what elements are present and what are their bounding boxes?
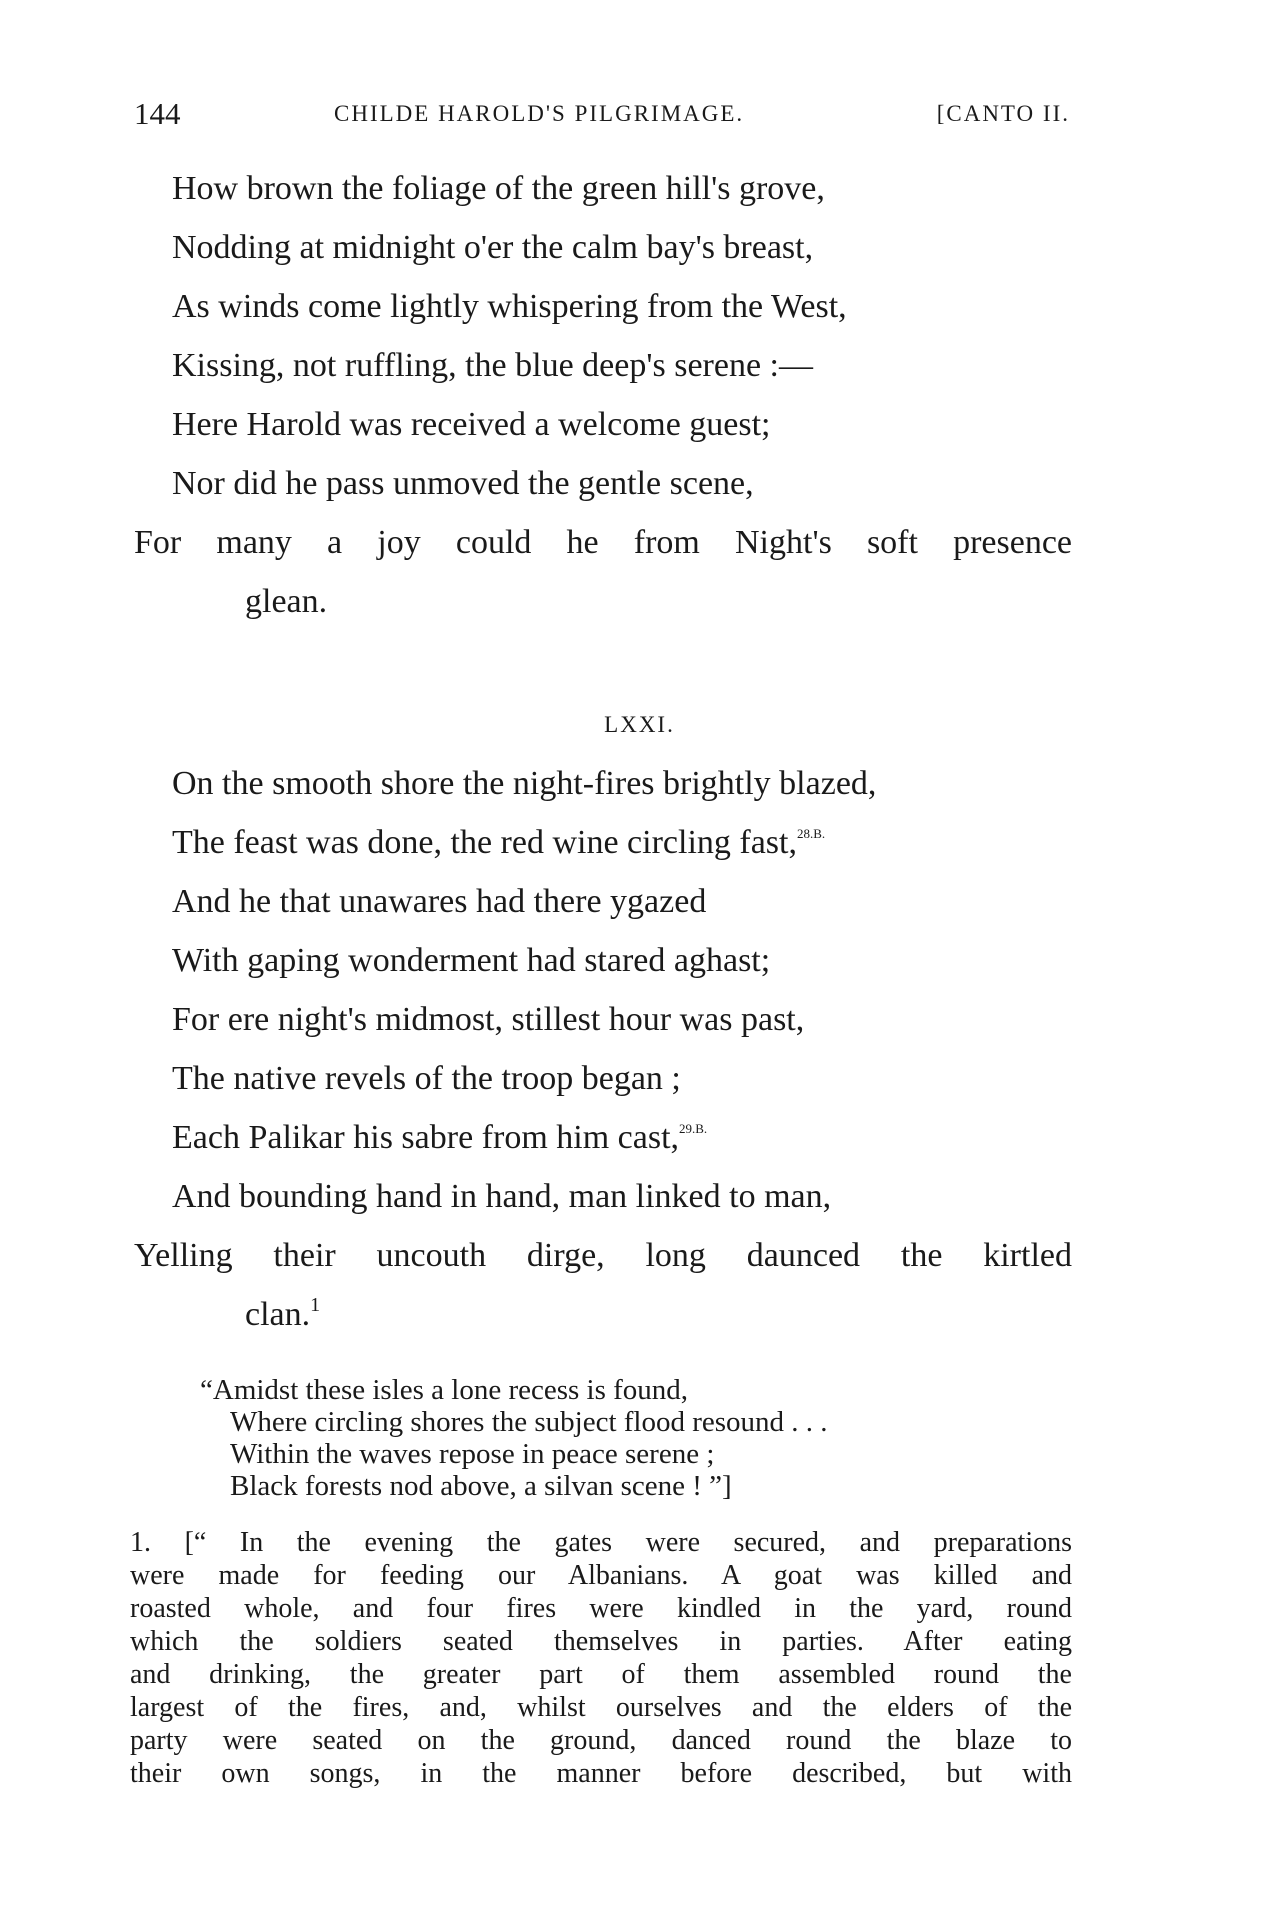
footnote-line: which the soldiers seated themselves in parties. After eating bbox=[130, 1626, 1072, 1657]
verse-line: Here Harold was received a welcome guest; bbox=[172, 406, 771, 443]
stanza-number: LXXI. bbox=[604, 712, 675, 737]
footnote-line: their own songs, in the manner before described, but with bbox=[130, 1758, 1072, 1789]
verse-line: On the smooth shore the night-fires brightly blazed, bbox=[172, 765, 877, 802]
verse-line: For ere night's midmost, stillest hour was past, bbox=[172, 1001, 805, 1038]
verse-line: With gaping wonderment had stared aghast; bbox=[172, 942, 771, 979]
verse-line: The native revels of the troop began ; bbox=[172, 1060, 681, 1097]
footnote-mark: 1 bbox=[310, 1294, 321, 1316]
verse-line: For many a joy could he from Night's soft presence bbox=[134, 524, 1072, 561]
verse-line: Nodding at midnight o'er the calm bay's breast, bbox=[172, 229, 814, 266]
verse-line bbox=[172, 826, 825, 860]
footnote-line: and drinking, the greater part of them assembled round the bbox=[130, 1659, 1072, 1690]
verse-line: Kissing, not ruffling, the blue deep's serene :— bbox=[172, 347, 813, 384]
verse-text: Each Palikar his sabre from him cast, bbox=[172, 1119, 680, 1156]
verse-text: The feast was done, the red wine circling fast, bbox=[172, 824, 797, 861]
page-number: 144 bbox=[134, 96, 181, 131]
footnote-line: party were seated on the ground, danced round the blaze to bbox=[130, 1725, 1072, 1756]
verse-line: As winds come lightly whispering from the West, bbox=[172, 288, 847, 325]
footnote-line: were made for feeding our Albanians. A goat was killed and bbox=[130, 1560, 1072, 1591]
verse-line bbox=[245, 1294, 321, 1333]
quote-line: Within the waves repose in peace serene ; bbox=[230, 1438, 715, 1470]
quote-line: Where circling shores the subject flood resound . . . bbox=[230, 1406, 828, 1438]
footnote-line: roasted whole, and four fires were kindled in the yard, round bbox=[130, 1593, 1072, 1624]
verse-text: clan. bbox=[245, 1296, 311, 1333]
footnote-line: largest of the fires, and, whilst ourselves and the elders of the bbox=[130, 1692, 1072, 1723]
verse-line: Yelling their uncouth dirge, long daunced the kirtled bbox=[134, 1237, 1072, 1274]
verse-line: glean. bbox=[245, 583, 328, 620]
quote-line: Black forests nod above, a silvan scene ! ”] bbox=[230, 1470, 732, 1502]
verse-line: How brown the foliage of the green hill's grove, bbox=[172, 170, 825, 207]
running-title: CHILDE HAROLD'S PILGRIMAGE. bbox=[334, 101, 745, 126]
footnote-line: 1. [“ In the evening the gates were secured, and preparations bbox=[130, 1527, 1072, 1558]
verse-line: And he that unawares had there ygazed bbox=[172, 883, 707, 920]
page-header bbox=[134, 96, 1070, 140]
canto-label: [CANTO II. bbox=[936, 101, 1070, 126]
reference-mark: 28.B. bbox=[796, 826, 826, 841]
quote-line: “Amidst these isles a lone recess is found, bbox=[200, 1374, 689, 1406]
reference-mark: 29.B. bbox=[679, 1121, 708, 1136]
verse-line bbox=[172, 1121, 707, 1155]
verse-line: Nor did he pass unmoved the gentle scene, bbox=[172, 465, 754, 502]
verse-line: And bounding hand in hand, man linked to man, bbox=[172, 1178, 832, 1215]
footnote bbox=[130, 1526, 1072, 1790]
